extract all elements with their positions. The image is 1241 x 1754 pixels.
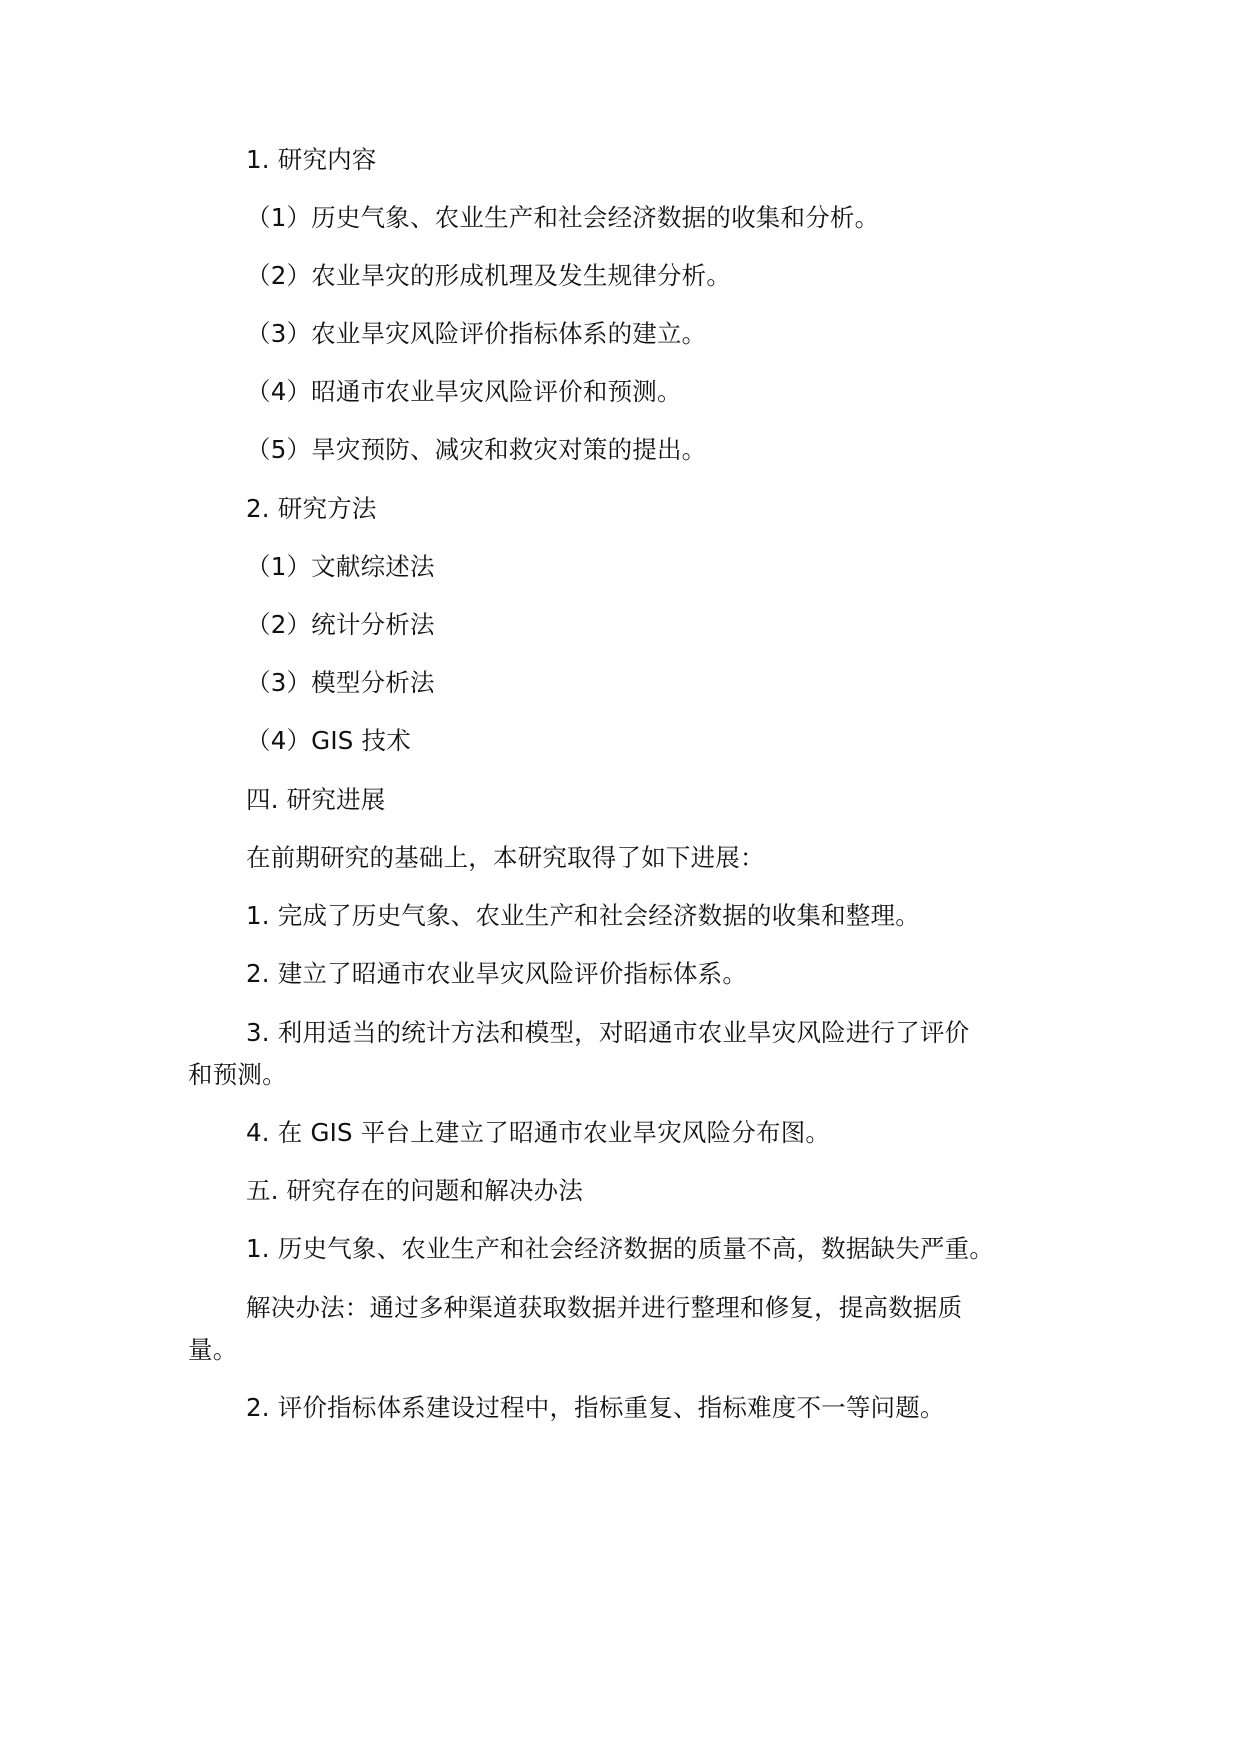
list-item: （1）历史气象、农业生产和社会经济数据的收集和分析。 [246,203,880,232]
list-item: 2. 建立了昭通市农业旱灾风险评价指标体系。 [246,959,748,988]
list-item: 1. 完成了历史气象、农业生产和社会经济数据的收集和整理。 [246,901,920,930]
section-heading-research-progress: 四. 研究进展 [246,785,386,814]
list-item: （5）旱灾预防、减灾和救灾对策的提出。 [246,435,707,464]
section-heading-research-content: 1. 研究内容 [246,145,377,174]
list-item: 2. 评价指标体系建设过程中，指标重复、指标难度不一等问题。 [246,1393,945,1422]
list-item: （1）文献综述法 [246,552,435,581]
list-item-continuation: 和预测。 [188,1060,287,1089]
list-item: 3. 利用适当的统计方法和模型，对昭通市农业旱灾风险进行了评价 [246,1018,970,1047]
paragraph: 解决办法：通过多种渠道获取数据并进行整理和修复，提高数据质 [246,1293,963,1322]
paragraph: 在前期研究的基础上，本研究取得了如下进展： [246,843,765,872]
list-item: （3）农业旱灾风险评价指标体系的建立。 [246,319,707,348]
list-item: （4）GIS 技术 [246,726,411,755]
list-item: 1. 历史气象、农业生产和社会经济数据的质量不高，数据缺失严重。 [246,1234,995,1263]
paragraph-continuation: 量。 [188,1335,238,1364]
list-item: （2）农业旱灾的形成机理及发生规律分析。 [246,261,732,290]
list-item: 4. 在 GIS 平台上建立了昭通市农业旱灾风险分布图。 [246,1118,831,1147]
section-heading-research-methods: 2. 研究方法 [246,494,377,523]
section-heading-problems-solutions: 五. 研究存在的问题和解决办法 [246,1176,584,1205]
list-item: （3）模型分析法 [246,668,435,697]
list-item: （4）昭通市农业旱灾风险评价和预测。 [246,377,682,406]
list-item: （2）统计分析法 [246,610,435,639]
